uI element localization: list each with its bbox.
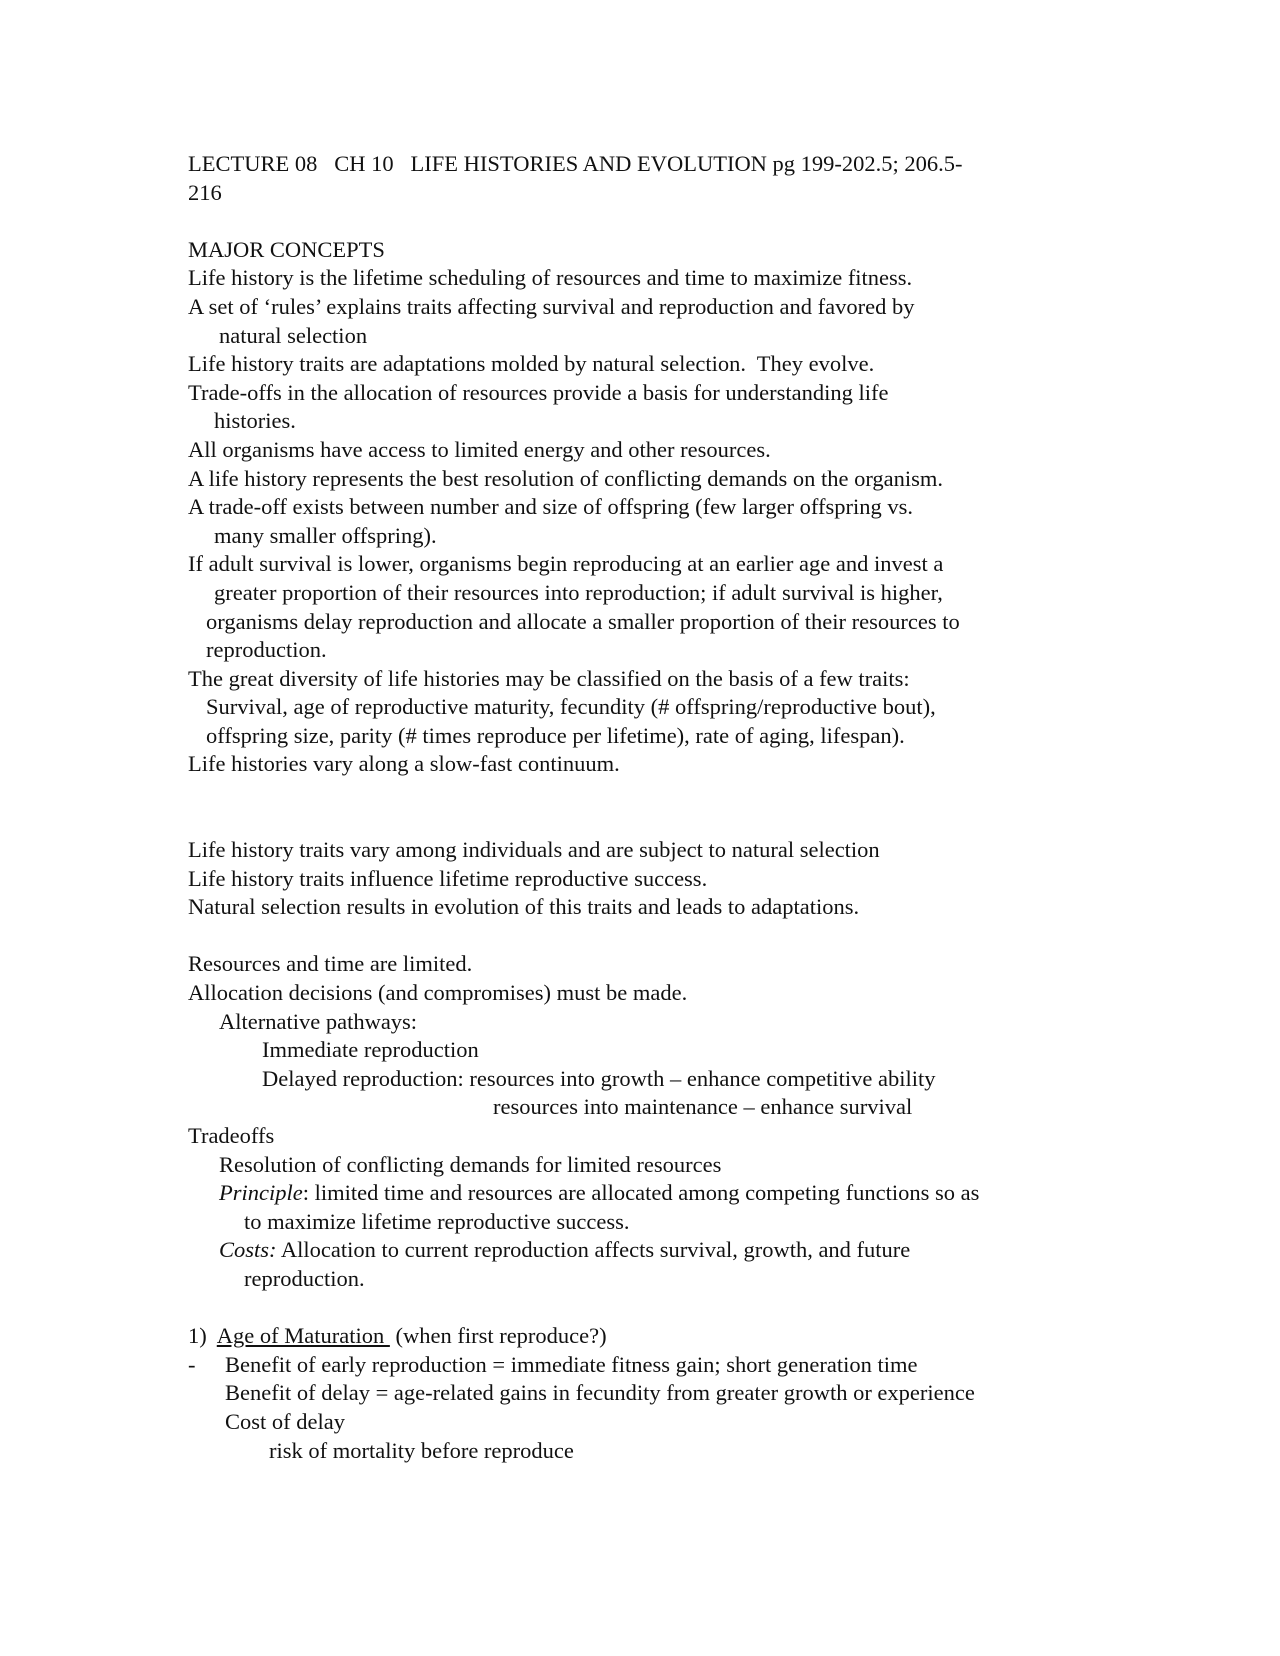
tradeoffs-costs xyxy=(188,1236,1088,1265)
major-concepts-heading: MAJOR CONCEPTS xyxy=(188,236,385,262)
costs-text: Allocation to current reproduction affects survival, growth, and future xyxy=(276,1237,911,1263)
tradeoffs-costs-cont: reproduction. xyxy=(244,1265,365,1291)
principle-label: Principle xyxy=(219,1180,303,1206)
alternative-pathways-heading: Alternative pathways: xyxy=(219,1008,418,1034)
benefit-delay: Benefit of delay = age-related gains in fecundity from greater growth or experience xyxy=(225,1380,975,1406)
bullet-dash: - xyxy=(188,1351,196,1377)
traits-line: Natural selection results in evolution of this traits and leads to adaptations. xyxy=(188,894,860,920)
immediate-reproduction: Immediate reproduction xyxy=(262,1037,479,1063)
lecture-title: LECTURE 08 CH 10 LIFE HISTORIES AND EVOLUTION pg 199-202.5; 206.5- xyxy=(188,151,963,176)
tradeoffs-heading: Tradeoffs xyxy=(188,1123,275,1148)
concept-line: offspring size, parity (# times reproduce per lifetime), rate of aging, lifespan). xyxy=(206,722,905,748)
maturation-title: Age of Maturation xyxy=(216,1323,390,1349)
mortality-risk: risk of mortality before reproduce xyxy=(269,1437,574,1463)
delayed-reproduction: Delayed reproduction: resources into growth – enhance competitive ability xyxy=(262,1065,936,1091)
concept-line: A set of ‘rules’ explains traits affecting survival and reproduction and favored by xyxy=(188,293,915,319)
concept-line: Trade-offs in the allocation of resources provide a basis for understanding life xyxy=(188,379,889,405)
maturation-subtitle: (when first reproduce?) xyxy=(389,1323,607,1349)
resources-line: Resources and time are limited. xyxy=(188,951,473,977)
concept-line: natural selection xyxy=(219,322,368,348)
concept-line: Life histories vary along a slow-fast continuum. xyxy=(188,751,620,777)
tradeoffs-principle-cont: to maximize lifetime reproductive success. xyxy=(244,1208,630,1234)
list-number: 1) xyxy=(188,1323,207,1349)
traits-line: Life history traits vary among individuals and are subject to natural selection xyxy=(188,837,880,863)
lecture-title-cont: 216 xyxy=(188,179,222,205)
tradeoffs-resolution: Resolution of conflicting demands for limited resources xyxy=(219,1151,722,1177)
concept-line: Life history is the lifetime scheduling of resources and time to maximize fitness. xyxy=(188,265,913,291)
maturation-heading xyxy=(188,1322,1088,1351)
document-body xyxy=(188,150,1088,1465)
costs-label: Costs: xyxy=(219,1237,277,1263)
principle-text: : limited time and resources are allocated among competing functions so as xyxy=(302,1180,980,1206)
concept-line: A life history represents the best resolution of conflicting demands on the organism. xyxy=(188,465,944,491)
delayed-reproduction-cont: resources into maintenance – enhance survival xyxy=(493,1094,913,1120)
cost-of-delay: Cost of delay xyxy=(225,1408,345,1434)
concept-line: If adult survival is lower, organisms begin reproducing at an earlier age and invest a xyxy=(188,551,944,577)
concept-line: The great diversity of life histories may be classified on the basis of a few traits: xyxy=(188,665,910,691)
concept-line: histories. xyxy=(214,408,296,434)
concept-line: Life history traits are adaptations molded by natural selection. They evolve. xyxy=(188,351,875,377)
tradeoffs-principle xyxy=(188,1179,1088,1208)
resources-line: Allocation decisions (and compromises) must be made. xyxy=(188,980,688,1006)
concept-line: Survival, age of reproductive maturity, fecundity (# offspring/reproductive bout), xyxy=(206,694,936,720)
concept-line: A trade-off exists between number and size of offspring (few larger offspring vs. xyxy=(188,494,914,520)
concept-line: reproduction. xyxy=(206,637,327,663)
concept-line: All organisms have access to limited energy and other resources. xyxy=(188,436,771,462)
concept-line: greater proportion of their resources into reproduction; if adult survival is higher, xyxy=(214,579,943,605)
traits-line: Life history traits influence lifetime reproductive success. xyxy=(188,865,708,891)
concept-line: organisms delay reproduction and allocate a smaller proportion of their resources to xyxy=(206,608,960,634)
benefit-early: - Benefit of early reproduction = immediate fitness gain; short generation time xyxy=(188,1351,1088,1380)
concept-line: many smaller offspring). xyxy=(214,522,437,548)
